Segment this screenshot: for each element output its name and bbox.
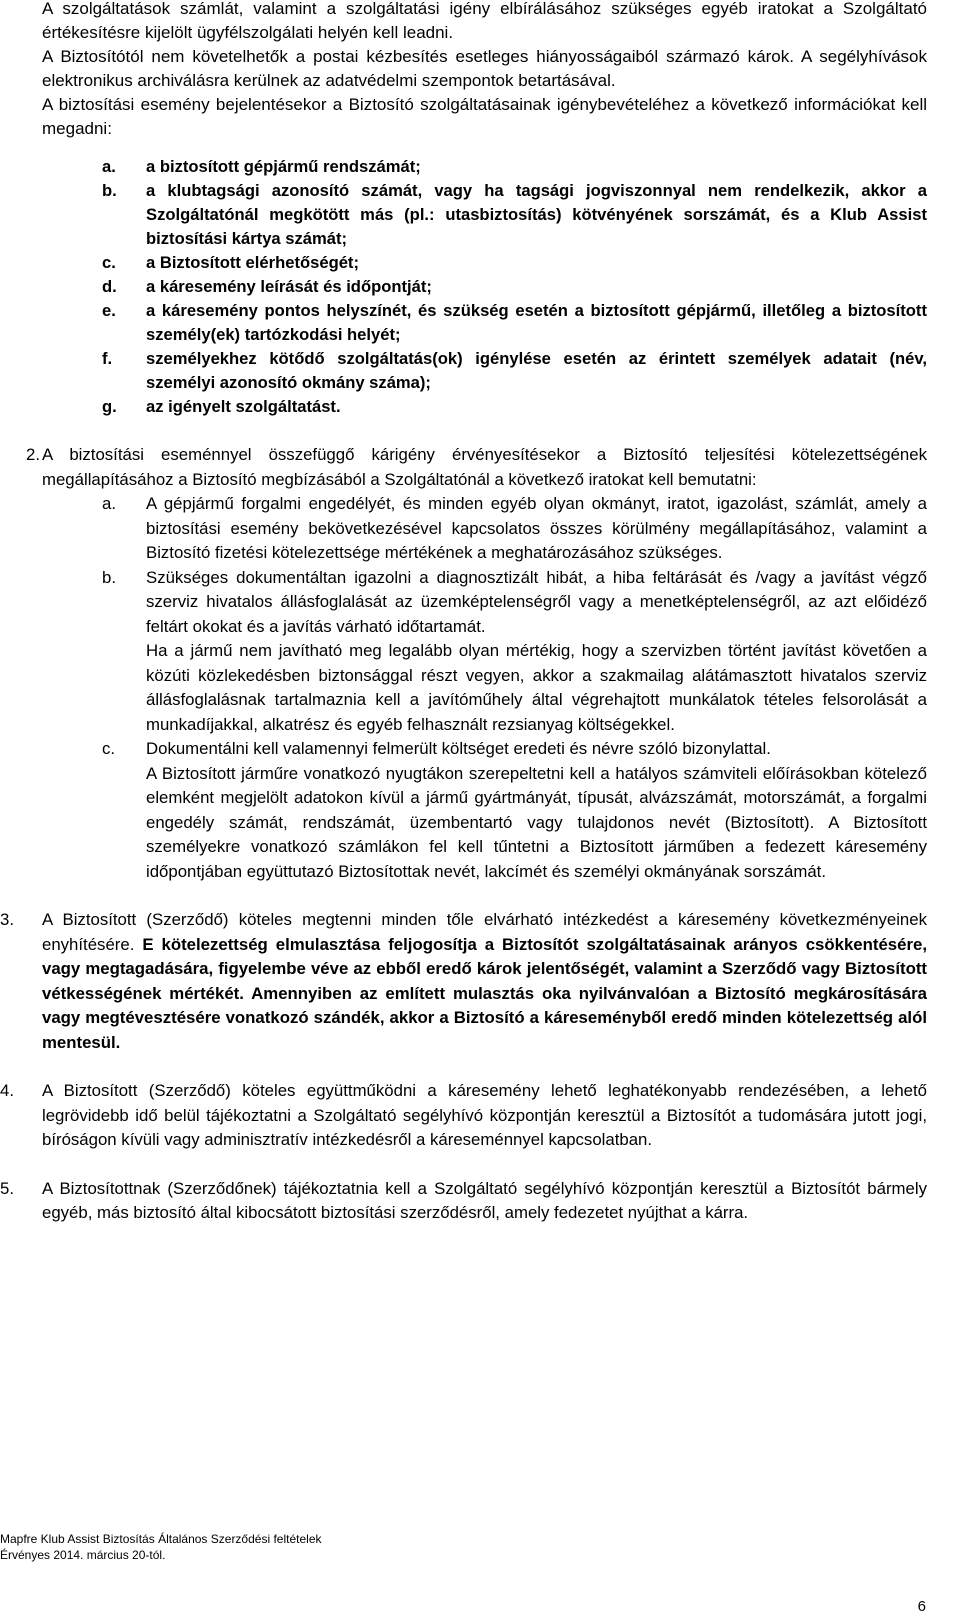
section-2 (26, 443, 927, 884)
section-4 (0, 1079, 927, 1153)
list-item (42, 737, 927, 884)
list-marker: a. (102, 494, 116, 513)
list-item-text: a Biztosított elérhetőségét; (146, 253, 359, 272)
list-item-text: a káresemény pontos helyszínét, és szükség esetén a biztosított gépjármű, illetőleg a biztosított személy(ek) tartózkodási helyét; (146, 301, 927, 344)
list-item-text (146, 737, 927, 884)
section-number: 5. (0, 1178, 14, 1198)
intro-paragraph-3: A biztosítási esemény bejelentésekor a Biztosító szolgáltatásainak igénybevételéhez a következő információkat kell megadni: (42, 95, 927, 138)
list-item (42, 347, 927, 395)
list-item (42, 395, 927, 419)
intro-paragraph-2: A Biztosítótól nem követelhetők a postai kézbesítés esetleges hiányosságaiból származó károk. A segélyhívások elektronikus archiválásra kerülnek az adatvédelmi szempontok betartásával. (42, 47, 927, 90)
list-marker: d. (102, 277, 117, 296)
section-4-text: A Biztosított (Szerződő) köteles együttműködni a káresemény lehető leghatékonyabb rendezésében, a lehető legrövidebb idő belül tájékoztatni a Szolgáltató segélyhívó központján keresztül a Biztosítót a tudomására jutott jogi, bíróságon kívüli vagy adminisztratív intézkedésről a káreseménnyel kapcsolatban. (42, 1081, 927, 1149)
list-item-text (146, 566, 927, 738)
list-marker: f. (102, 349, 113, 368)
list-item-text: az igényelt szolgáltatást. (146, 397, 341, 416)
page-number: 6 (917, 1598, 926, 1615)
section-2-text: A biztosítási eseménnyel összefüggő kárigény érvényesítésekor a Biztosító teljesítési kötelezettségének megállapításához a Biztosító megbízásából a Szolgáltatónál a következő iratokat kell bemutatni: (42, 445, 927, 489)
list-item (42, 155, 927, 179)
section-number: 4. (0, 1081, 14, 1100)
list-item-text (146, 492, 927, 566)
list-marker: a. (102, 157, 116, 176)
section-number: 3. (0, 910, 14, 929)
list-item (42, 275, 927, 299)
list-marker: g. (102, 397, 117, 416)
list-item (42, 566, 927, 738)
list-item-text: a klubtagsági azonosító számát, vagy ha tagsági jogviszonnyal nem rendelkezik, akkor a Szolgáltatónál megkötött más (pl.: utasbiztosítás) kötvényének sorszámát, és a Klub Assist biztosítási kártya számát; (146, 181, 927, 248)
list-marker: c. (102, 253, 116, 272)
documents-list (42, 492, 927, 884)
list-marker: e. (102, 301, 116, 320)
list-item-paragraph: Ha a jármű nem javítható meg legalább olyan mértékig, hogy a szervizben történt javítást követően a közúti közlekedésben biztonsággal részt vegyen, akkor a szakmailag alátámasztott hivatalos szerviz állásfoglalásnak tartalmaznia kell a javítóműhely által végrehajtott munkálatok tételes felsorolását a munkadíjakkal, alkatrész és egyéb felhasznált rezsianyag költségekkel. (146, 641, 927, 734)
list-item-text: személyekhez kötődő szolgáltatás(ok) igénylése esetén az érintett személyek adatait (név, személyi azonosító okmány száma); (146, 349, 927, 392)
intro-paragraph-1: A szolgáltatások számlát, valamint a szolgáltatási igény elbírálásához szükséges egyéb iratokat a Szolgáltató értékesítésre kijelölt ügyfélszolgálati helyén kell leadni. (42, 0, 927, 42)
section-3-bold-text: E kötelezettség elmulasztása feljogosítja a Biztosítót szolgáltatásainak arányos csökkentésére, vagy megtagadására, figyelembe véve az ebből eredő károk jelentőségét, valamint a Szerződő vagy Biztosított vétkességének mértékét. Amennyiben az említett mulasztás oka nyilvánvalóan a Biztosító megkárosítására vagy megtévesztésére vonatkozó szándék, akkor a Biztosító a káreseményből eredő minden kötelezettség alól mentesül. (42, 934, 927, 1052)
section-3 (0, 908, 927, 1055)
list-item (42, 251, 927, 275)
list-item-text: a káresemény leírását és időpontját; (146, 277, 432, 296)
list-item (42, 179, 927, 251)
page-footer (0, 1531, 600, 1563)
required-info-list (42, 155, 927, 419)
list-marker: b. (102, 181, 117, 200)
list-item-paragraph: A gépjármű forgalmi engedélyét, és minden egyéb olyan okmányt, iratot, igazolást, számlát, amely a biztosítási esemény bekövetkezésével kapcsolatos összes körülmény megállapításához, valamint a Biztosító fizetési kötelezettsége mértékének a meghatározásához szükséges. (146, 494, 927, 562)
list-marker: b. (102, 567, 116, 587)
list-item-text: a biztosított gépjármű rendszámát; (146, 157, 421, 176)
intro-section (42, 0, 927, 419)
section-5-text: A Biztosítottnak (Szerződőnek) tájékoztatnia kell a Szolgáltató segélyhívó központján keresztül a Biztosítót bármely egyéb, más biztosító által kibocsátott biztosítási szerződésről, amely fedezetet nyújthat a kárra. (42, 1178, 927, 1222)
section-3-text (42, 908, 927, 1055)
list-item-paragraph: A Biztosított járműre vonatkozó nyugtákon szerepeltetni kell a hatályos számviteli előírásokban kötelező elemként megjelölt adatokon kívül a jármű gyártmányát, típusát, alvázszámát, motorszámát, a forgalmi engedély számát, rendszámát, üzembentartó vagy tulajdonos nevét (Biztosított). A Biztosított személyekre vonatkozó számlákon fel kell tűntetni a Biztosított járműben a fedezett káresemény időpontjában együttutazó Biztosítottak nevét, lakcímét és személyi okmányának sorszámát. (146, 763, 927, 881)
footer-validity: Érvényes 2014. március 20-tól. (0, 1548, 166, 1562)
list-item-paragraph: Dokumentálni kell valamennyi felmerült költséget eredeti és névre szóló bizonylattal. (146, 739, 771, 758)
section-3-normal-text: A Biztosított (Szerződő) köteles megtenni minden tőle elvárható intézkedést a káresemény következményeinek enyhítésére. (42, 910, 927, 954)
list-item-paragraph: Szükséges dokumentáltan igazolni a diagnosztizált hibát, a hiba feltárását és /vagy a javítást végző szerviz hivatalos állásfoglalását az üzemképtelenségről vagy a menetképtelenségről, az azt előidéző feltárt okokat és a javítás várható időtartamát. (146, 567, 927, 636)
list-item (42, 492, 927, 566)
list-marker: c. (102, 739, 116, 758)
section-5 (0, 1177, 927, 1226)
list-item (42, 299, 927, 347)
footer-title: Mapfre Klub Assist Biztosítás Általános Szerződési feltételek (0, 1532, 322, 1546)
section-number: 2. (26, 445, 40, 464)
